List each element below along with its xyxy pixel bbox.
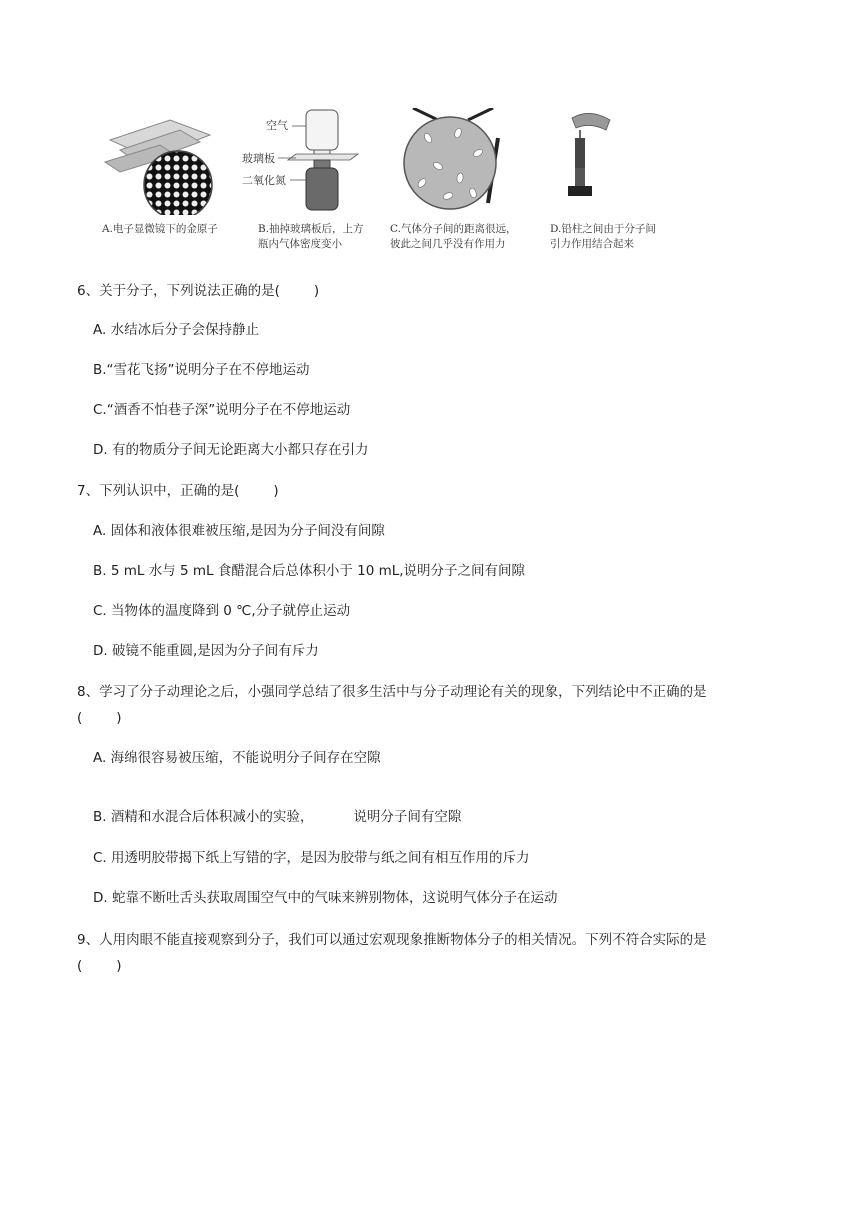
question-9-stem-bracket: ( ): [77, 958, 122, 974]
label-no2: 二氧化氮: [242, 174, 286, 187]
question-7-option-a: A. 固体和液体很难被压缩,是因为分子间没有间隙: [93, 523, 385, 539]
question-8-option-d: D. 蛇靠不断吐舌头获取周围空气中的气味来辨别物体，这说明气体分子在运动: [93, 890, 558, 906]
question-6-option-a: A. 水结冰后分子会保持静止: [93, 322, 260, 338]
caption-d: D.铅柱之间由于分子间 引力作用结合起来: [550, 223, 656, 250]
question-7-option-d: D. 破镜不能重圆,是因为分子间有斥力: [93, 643, 319, 659]
question-7-option-c: C. 当物体的温度降到 0 ℃,分子就停止运动: [93, 603, 351, 619]
question-6-option-c: C.“酒香不怕巷子深”说明分子在不停地运动: [93, 402, 351, 418]
question-6-stem: 6、关于分子，下列说法正确的是( ): [77, 283, 320, 299]
caption-c: C.气体分子间的距离很远， 彼此之间几乎没有作用力: [390, 223, 517, 250]
question-8-stem-bracket: ( ): [77, 710, 122, 726]
caption-a: A.电子显微镜下的金原子: [102, 223, 218, 235]
figure-b-diffusion-bottles: [238, 108, 368, 218]
figure-c-gas-molecules: [398, 108, 508, 218]
question-7-option-b: B. 5 mL 水与 5 mL 食醋混合后总体积小于 10 mL,说明分子之间有间隙: [93, 563, 526, 579]
question-8-option-a: A. 海绵很容易被压缩，不能说明分子间存在空隙: [93, 750, 381, 766]
question-8-option-c: C. 用透明胶带揭下纸上写错的字，是因为胶带与纸之间有相互作用的斥力: [93, 850, 530, 866]
label-air: 空气: [266, 119, 288, 132]
question-6-option-d: D. 有的物质分子间无论距离大小都只存在引力: [93, 442, 369, 458]
question-8-option-b: B. 酒精和水混合后体积减小的实验， 说明分子间有空隙: [93, 809, 462, 825]
question-7-stem: 7、下列认识中，正确的是( ): [77, 483, 279, 499]
figure-d-lead-cylinders: [560, 108, 630, 218]
question-8-stem: 8、学习了分子动理论之后，小强同学总结了很多生活中与分子动理论有关的现象，下列结论中不正确的是: [77, 684, 707, 700]
caption-b: B.抽掉玻璃板后，上方 瓶内气体密度变小: [258, 223, 364, 250]
label-glass: 玻璃板: [242, 152, 275, 165]
question-9-stem: 9、人用肉眼不能直接观察到分子，我们可以通过宏观现象推断物体分子的相关情况。下列不符合实际的是: [77, 932, 707, 948]
figure-a-gold-atoms: [100, 100, 220, 215]
question-6-option-b: B.“雪花飞扬”说明分子在不停地运动: [93, 362, 310, 378]
